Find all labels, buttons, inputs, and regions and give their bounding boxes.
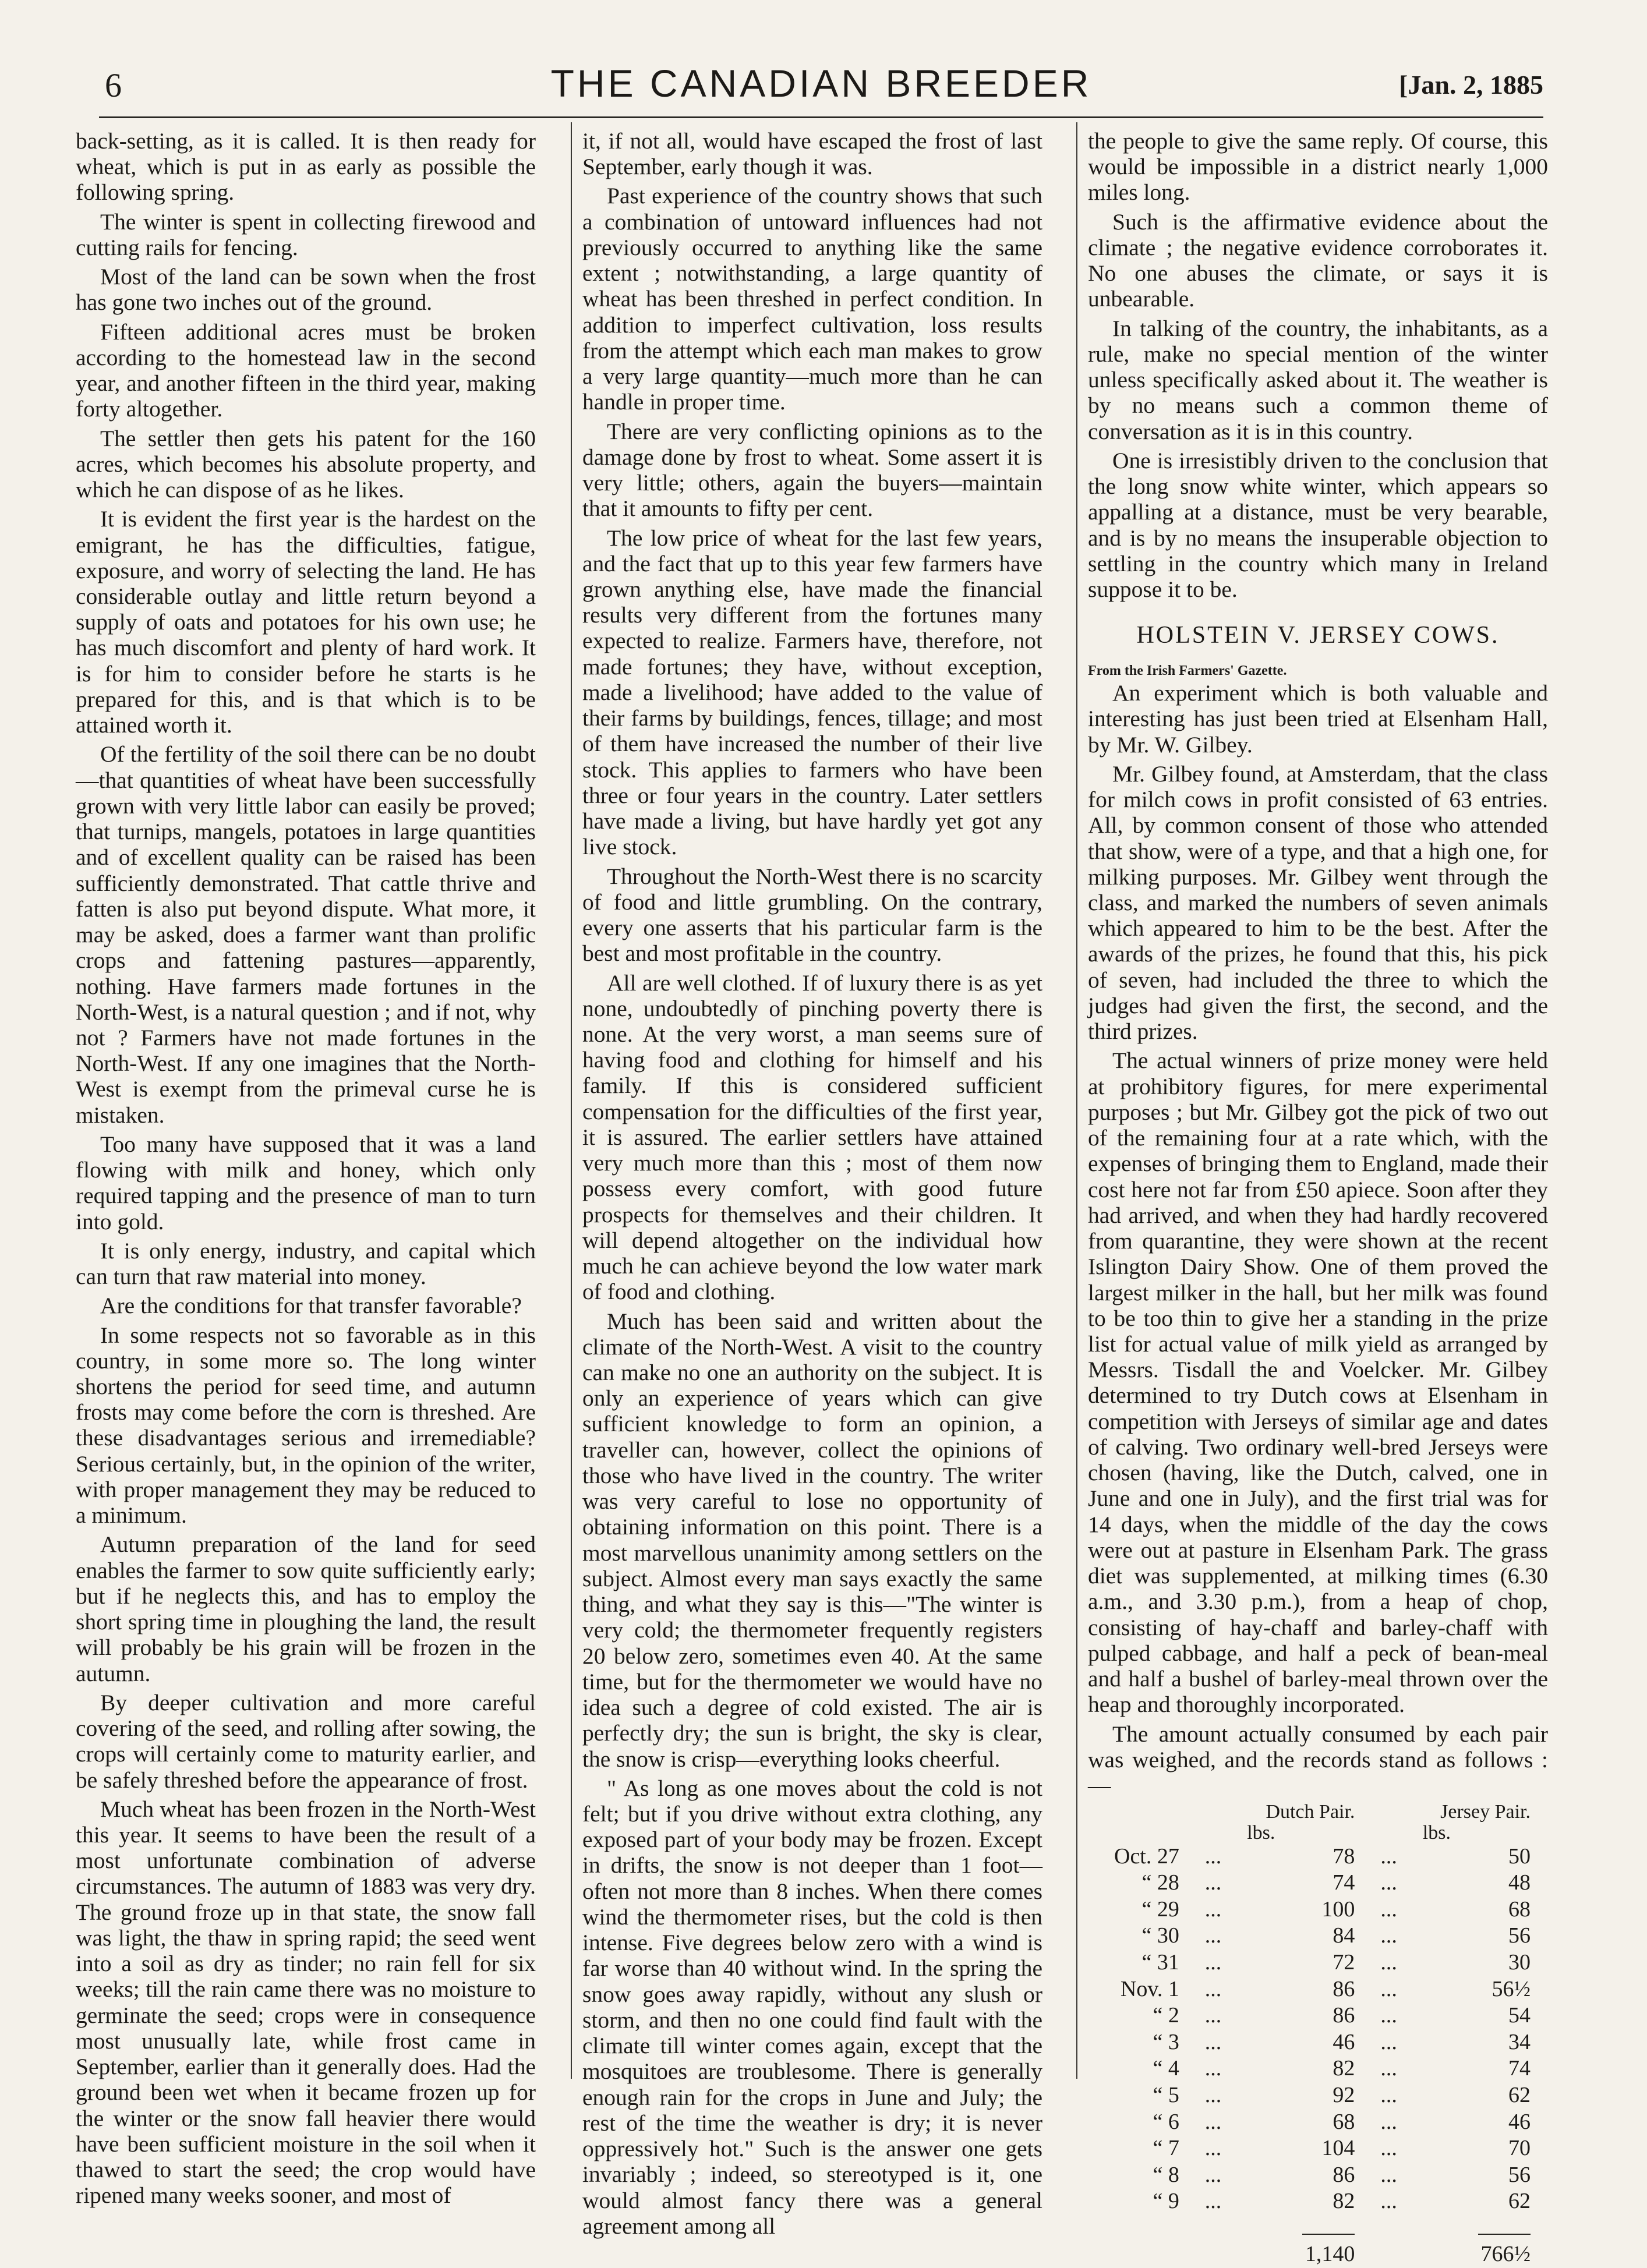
- paragraph: Fifteen additional acres must be broken according to the homestead law in the second year, and another fifteen in the third year, making forty altogether.: [76, 319, 536, 422]
- total-jersey: 766½: [1480, 2242, 1531, 2267]
- row-date: “ 31: [1141, 1949, 1179, 1975]
- column-header-jersey: Jersey Pair.: [1440, 1801, 1531, 1823]
- paragraph: Mr. Gilbey found, at Amsterdam, that the class for milch cows in profit consisted of 63 entries. All, by common consent of those who attended that show, were of a type, and that a high one, for milking purposes. Mr. Gilbey went through the class, and marked the numbers of seven animals which appeared to him to be the best. After the awards of the prizes, he found that this, his pick of seven, had included the three to which the judges had given the first, the second, and the third prizes.: [1088, 760, 1548, 1045]
- column-2: [582, 128, 1042, 2239]
- row-date: “ 3: [1153, 2029, 1179, 2054]
- row-leader-dots: ...: [1204, 2162, 1222, 2187]
- table-body: [1088, 1844, 1531, 2268]
- paragraph: Such is the affirmative evidence about the climate ; the negative evidence corroborates it. No one abuses the climate, or says it is unbearable.: [1088, 208, 1548, 312]
- table-units-row: [1088, 1823, 1531, 1844]
- total-cell: [1423, 2215, 1531, 2268]
- paragraph: back-setting, as it is called. It is then ready for wheat, which is put in as early as possible the following spring.: [76, 128, 536, 206]
- row-leader-dots: ...: [1204, 2056, 1222, 2081]
- row-leader-dots: ...: [1204, 1870, 1222, 1895]
- row-leader-dots: ...: [1204, 2189, 1222, 2214]
- row-jersey-value: 56: [1508, 2162, 1531, 2187]
- table-totals-row: [1088, 2215, 1531, 2268]
- row-date: “ 29: [1141, 1897, 1179, 1922]
- row-dutch-value: 68: [1333, 2109, 1355, 2134]
- row-date: “ 28: [1141, 1870, 1179, 1895]
- row-dutch-value: 82: [1333, 2189, 1355, 2214]
- paragraph: " As long as one moves about the cold is not felt; but if you drive without extra clothing, any exposed part of your body may be frozen. Except in drifts, the snow is not deeper than 1 foot—often not more than 8 inches. When there comes wind the thermometer rises, but the cold is then intense. Five degrees below zero with a wind is far worse than 40 without wind. In the spring the snow goes away rapidly, without any slush or storm, and then no one could find fault with the climate till winter comes again, except that the mosquitoes are troublesome. There is generally enough rain for the crops in June and July; the rest of the time the weather is dry; it is never oppressively hot." Such is the answer one gets invariably ; indeed, so stereotyped is it, one would almost fancy there was a general agreement among all: [582, 1775, 1042, 2239]
- row-leader-dots: ...: [1380, 1870, 1397, 1895]
- paragraph: In some respects not so favorable as in this country, in some more so. The long winter shortens the period for seed time, and autumn frosts may come before the corn is threshed. Are these disadvantages serious and irremediable? Serious certainly, but, in the opinion of the writer, with proper management they may be reduced to a minimum.: [76, 1322, 536, 1528]
- row-leader-dots: ...: [1380, 2029, 1397, 2054]
- column-header-dutch: Dutch Pair.: [1266, 1801, 1355, 1823]
- row-jersey-value: 56½: [1492, 1976, 1531, 2001]
- row-date: Nov. 1: [1120, 1976, 1179, 2001]
- page-number: 6: [105, 66, 122, 104]
- table-row: [1088, 1949, 1531, 1976]
- paragraph: Much wheat has been frozen in the North-West this year. It seems to have been the result of a most unfortunate combination of adverse circumstances. The autumn of 1883 was very dry. The ground froze up in that state, the snow fall was light, the thaw in spring rapid; the seed went into a soil as dry as tinder; no rain fell for six weeks; till the rain came there was no moisture to germinate the seed; crops were in consequence most unusually late, while frost came in September, earlier than it generally does. Had the ground been wet when it became frozen up for the winter or the snow fall heavier there would have been sufficient moisture in the soil when it thawed to start the seed; the crop would have ripened many weeks sooner, and most of: [76, 1796, 536, 2209]
- paragraph: the people to give the same reply. Of course, this would be impossible in a district nearly 1,000 miles long.: [1088, 128, 1548, 206]
- table-row: [1088, 2109, 1531, 2136]
- row-leader-dots: ...: [1204, 1976, 1222, 2001]
- paragraph: It is evident the first year is the hardest on the emigrant, he has the difficulties, fatigue, exposure, and worry of selecting the land. He has considerable outlay and little return beyond a supply of oats and potatoes for his own use; he has much discomfort and plenty of hard work. It is for him to consider before he starts is he prepared for this, and is that which is to be attained worth it.: [76, 506, 536, 738]
- paragraph: Too many have supposed that it was a land flowing with milk and honey, which only required tapping and the presence of man to turn into gold.: [76, 1131, 536, 1234]
- row-leader-dots: ...: [1380, 1897, 1397, 1922]
- row-leader-dots: ...: [1204, 2136, 1222, 2161]
- paragraph: Of the fertility of the soil there can be no doubt—that quantities of wheat have been successfully grown with very little labor can easily be proved; that turnips, mangels, potatoes in large quantities and of excellent quality can be raised has been sufficiently demonstrated. That cattle thrive and fatten is also put beyond dispute. What more, it may be asked, does a farmer want than prolific crops and fattening pastures—apparently, nothing. Have farmers made fortunes in the North-West, is a natural question ; and if not, why not ? Farmers have not made fortunes in the North-West. If any one imagines that the North-West is exempt from the primeval curse he is mistaken.: [76, 741, 536, 1128]
- issue-date: [Jan. 2, 1885: [1399, 70, 1543, 100]
- row-leader-dots: ...: [1204, 2029, 1222, 2054]
- row-jersey-value: 34: [1508, 2029, 1531, 2054]
- table-row: [1088, 2055, 1531, 2082]
- table-row: [1088, 2002, 1531, 2029]
- row-leader-dots: ...: [1380, 2162, 1397, 2187]
- row-leader-dots: ...: [1380, 2082, 1397, 2107]
- paragraph: The amount actually consumed by each pair was weighed, and the records stand as follows :—: [1088, 1721, 1548, 1798]
- row-jersey-value: 48: [1508, 1870, 1531, 1895]
- row-leader-dots: ...: [1204, 1949, 1222, 1975]
- row-jersey-value: 68: [1508, 1897, 1531, 1922]
- row-leader-dots: ...: [1380, 2003, 1397, 2028]
- paragraph: Most of the land can be sown when the frost has gone two inches out of the ground.: [76, 264, 536, 316]
- total-dutch: 1,140: [1305, 2242, 1355, 2267]
- article-heading: HOLSTEIN V. JERSEY COWS.: [1136, 622, 1500, 649]
- table-row: [1088, 2135, 1531, 2162]
- row-jersey-value: 74: [1508, 2056, 1531, 2081]
- feed-consumption-table: [1088, 1802, 1531, 2268]
- paragraph: An experiment which is both valuable and interesting has just been tried at Elsenham Hall, by Mr. W. Gilbey.: [1088, 680, 1548, 758]
- empty-cell: [1088, 2215, 1179, 2268]
- row-leader-dots: ...: [1204, 1923, 1222, 1948]
- row-date: “ 7: [1153, 2136, 1179, 2161]
- row-date: “ 4: [1153, 2056, 1179, 2081]
- row-leader-dots: ...: [1380, 2136, 1397, 2161]
- column-divider: [571, 122, 572, 2079]
- paragraph: By deeper cultivation and more careful covering of the seed, and rolling after sowing, the crops will certainly come to maturity earlier, and be safely threshed before the appearance of frost.: [76, 1689, 536, 1793]
- total-rule: [1302, 2234, 1355, 2235]
- paragraph: All are well clothed. If of luxury there is as yet none, undoubtedly of pinching poverty there is none. At the very worst, a man seems sure of having food and clothing for himself and his family. If this is considered sufficient compensation for the difficulties of the first year, it is assured. The earlier settlers have attained very much more than this ; most of them now possess every comfort, with good future prospects for themselves and their children. It will depend altogether on the individual how much he can achieve beyond the low water mark of food and clothing.: [582, 970, 1042, 1305]
- total-rule: [1478, 2234, 1531, 2235]
- column-1: [76, 128, 536, 2209]
- row-leader-dots: ...: [1380, 2189, 1397, 2214]
- column-divider: [1076, 122, 1077, 2079]
- row-leader-dots: ...: [1380, 2056, 1397, 2081]
- row-dutch-value: 86: [1333, 2162, 1355, 2187]
- row-leader-dots: ...: [1380, 1923, 1397, 1948]
- row-jersey-value: 46: [1508, 2109, 1531, 2134]
- masthead-title: THE CANADIAN BREEDER: [550, 62, 1092, 105]
- row-leader-dots: ...: [1380, 1844, 1397, 1869]
- row-dutch-value: 86: [1333, 1976, 1355, 2001]
- row-leader-dots: ...: [1380, 1976, 1397, 2001]
- row-leader-dots: ...: [1204, 2109, 1222, 2134]
- row-dutch-value: 72: [1333, 1949, 1355, 1975]
- table-row: [1088, 1976, 1531, 2003]
- paragraph: It is only energy, industry, and capital which can turn that raw material into money.: [76, 1237, 536, 1290]
- row-dutch-value: 82: [1333, 2056, 1355, 2081]
- paragraph: it, if not all, would have escaped the frost of last September, early though it was.: [582, 128, 1042, 180]
- table-row: [1088, 1870, 1531, 1897]
- paragraph: The low price of wheat for the last few years, and the fact that up to this year few farmers have grown anything else, have made the financial results very different from the fortunes many expected to realize. Farmers have, therefore, not made fortunes; they have, without exception, made a livelihood; have added to the value of their farms by buildings, fences, tillage; and most of them have increased the number of their live stock. This applies to farmers who have been three or four years in the country. Later settlers have made a living, but have hardly yet got any live stock.: [582, 525, 1042, 860]
- row-dutch-value: 46: [1333, 2029, 1355, 2054]
- row-jersey-value: 62: [1508, 2189, 1531, 2214]
- paragraph: One is irresistibly driven to the conclusion that the long snow white winter, which appears so appalling at a distance, must be very bearable, and is by no means the insuperable objection to settling in the country which many in Ireland suppose it to be.: [1088, 447, 1548, 602]
- table-row: [1088, 2029, 1531, 2056]
- paragraph: The actual winners of prize money were held at prohibitory figures, for mere experimental purposes ; but Mr. Gilbey got the pick of two out of the remaining four at a rate which, with the expenses of bringing them to England, made their cost here not far from £50 apiece. Soon after they had arrived, and when they had hardly recovered from quarantine, they were shown at the recent Islington Dairy Show. One of them proved the largest milker in the hall, but her milk was found to be too thin to give her a standing in the prize list for actual value of milk yield as arranged by Messrs. Tisdall the and Voelcker. Mr. Gilbey determined to try Dutch cows at Elsenham in competition with Jerseys of similar age and dates of calving. Two ordinary well-bred Jerseys were chosen (having, like the Dutch, calved, one in June and one in July), and the first trial was for 14 days, when the middle of the day the cows were out at pasture in Elsenham Park. The grass diet was supplemented, at milking times (6.30 a.m., and 3.30 p.m.), from a heap of chop, consisting of hay-chaff and barley-chaff with pulped cabbage, and half a peck of bean-meal and half a bushel of barley-meal thrown over the heap and thoroughly incorporated.: [1088, 1048, 1548, 1718]
- empty-cell: [1355, 2215, 1422, 2268]
- row-jersey-value: 62: [1508, 2082, 1531, 2107]
- row-dutch-value: 92: [1333, 2082, 1355, 2107]
- table-row: [1088, 1844, 1531, 1870]
- row-jersey-value: 70: [1508, 2136, 1531, 2161]
- paragraph: In talking of the country, the inhabitants, as a rule, make no special mention of the winter unless specifically asked about it. The weather is by no means such a common theme of conversation as it is in this country.: [1088, 315, 1548, 444]
- paragraph: There are very conflicting opinions as to the damage done by frost to wheat. Some assert it is very little; others, again the buyers—maintain that it amounts to fifty per cent.: [582, 418, 1042, 522]
- unit-label: lbs.: [1247, 1821, 1275, 1844]
- table-header-row: [1088, 1802, 1531, 1823]
- row-date: “ 9: [1153, 2189, 1179, 2214]
- row-leader-dots: ...: [1380, 1949, 1397, 1975]
- table-row: [1088, 1923, 1531, 1949]
- column-3: [1088, 128, 1548, 2267]
- article-source: From the Irish Farmers' Gazette.: [1088, 663, 1287, 679]
- table-row: [1088, 2082, 1531, 2109]
- table-row: [1088, 2162, 1531, 2189]
- paragraph: The settler then gets his patent for the 160 acres, which becomes his absolute property, and which he can dispose of as he likes.: [76, 425, 536, 503]
- row-date: “ 30: [1141, 1923, 1179, 1948]
- table-row: [1088, 2188, 1531, 2215]
- row-dutch-value: 86: [1333, 2003, 1355, 2028]
- row-dutch-value: 74: [1333, 1870, 1355, 1895]
- row-jersey-value: 30: [1508, 1949, 1531, 1975]
- row-leader-dots: ...: [1204, 1897, 1222, 1922]
- paragraph: Are the conditions for that transfer favorable?: [100, 1293, 522, 1319]
- row-dutch-value: 78: [1333, 1844, 1355, 1869]
- page-header: [99, 61, 1543, 114]
- paragraph: Much has been said and written about the climate of the North-West. A visit to the country can make no one an authority on the subject. It is only an experience of years which can give sufficient knowledge to form an opinion, a traveller can, however, collect the opinions of those who have lived in the country. The writer was very careful to lose no opportunity of obtaining information on this point. There is a most marvellous unanimity among settlers on the subject. Almost every man says exactly the same thing, and what they say is this—"The winter is very cold; the thermometer frequently registers 20 below zero, sometimes even 40. At the same time, but for the thermometer we would have no idea such a degree of cold existed. The air is perfectly dry; the sun is bright, the sky is clear, the snow is crisp—everything looks cheerful.: [582, 1308, 1042, 1772]
- row-date: “ 2: [1153, 2003, 1179, 2028]
- row-date: “ 8: [1153, 2162, 1179, 2187]
- row-dutch-value: 100: [1321, 1897, 1355, 1922]
- row-date: “ 5: [1153, 2082, 1179, 2107]
- row-leader-dots: ...: [1204, 1844, 1222, 1869]
- total-cell: [1247, 2215, 1355, 2268]
- row-date: “ 6: [1153, 2109, 1179, 2134]
- row-jersey-value: 50: [1508, 1844, 1531, 1869]
- paragraph: Past experience of the country shows that such a combination of untoward influences had not previously occurred to anything like the same extent ; notwithstanding, a large quantity of wheat has been threshed in perfect condition. In addition to imperfect cultivation, loss results from the attempt which each man makes to grow a very large quantity—much more than he can handle in proper time.: [582, 183, 1042, 415]
- paragraph: Throughout the North-West there is no scarcity of food and little grumbling. On the contrary, every one asserts that his particular farm is the best and most profitable in the country.: [582, 863, 1042, 967]
- header-rule: [99, 116, 1543, 118]
- paragraph: Autumn preparation of the land for seed enables the farmer to sow quite sufficiently early; but if he neglects this, and has to employ the short spring time in ploughing the land, the result will probably be his grain will be frozen in the autumn.: [76, 1531, 536, 1686]
- empty-cell: [1179, 2215, 1247, 2268]
- row-jersey-value: 56: [1508, 1923, 1531, 1948]
- paragraph: The winter is spent in collecting firewood and cutting rails for fencing.: [76, 208, 536, 260]
- row-jersey-value: 54: [1508, 2003, 1531, 2028]
- row-leader-dots: ...: [1380, 2109, 1397, 2134]
- row-date: Oct. 27: [1114, 1844, 1179, 1869]
- row-leader-dots: ...: [1204, 2003, 1222, 2028]
- row-leader-dots: ...: [1204, 2082, 1222, 2107]
- table-row: [1088, 1897, 1531, 1923]
- row-dutch-value: 104: [1321, 2136, 1355, 2161]
- row-dutch-value: 84: [1333, 1923, 1355, 1948]
- unit-label: lbs.: [1422, 1821, 1451, 1844]
